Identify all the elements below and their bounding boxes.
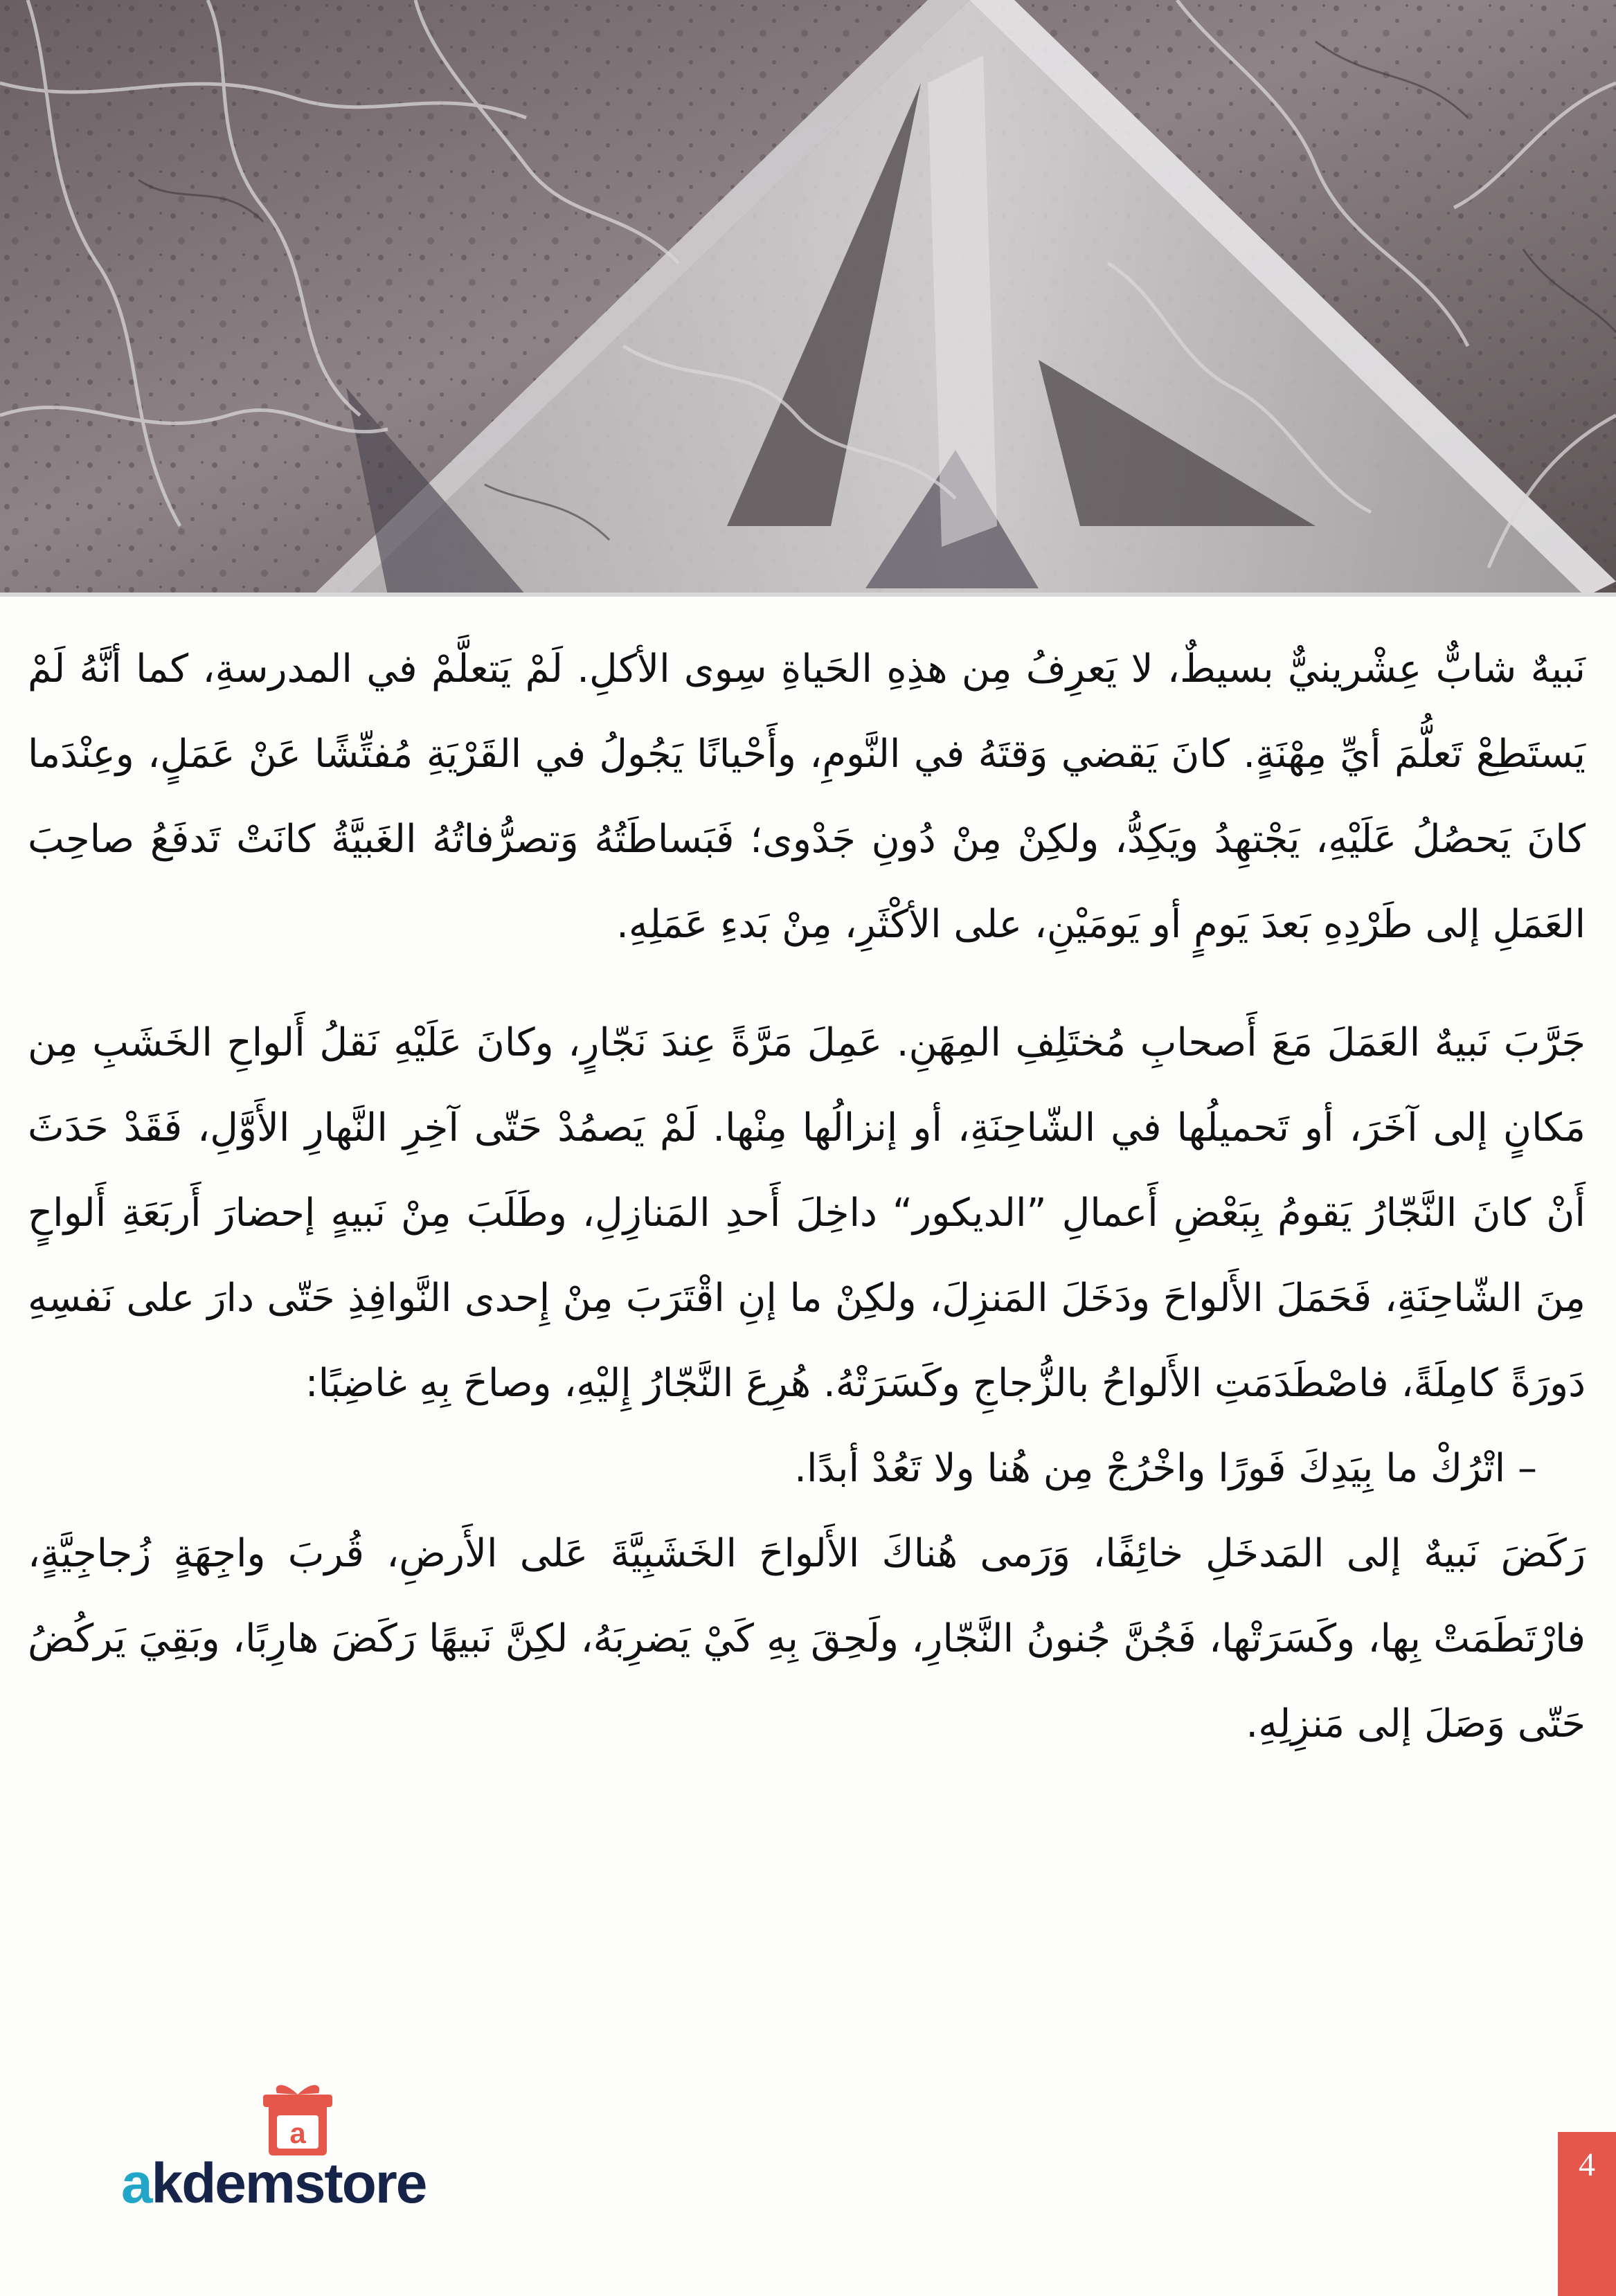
broken-glass-illustration (0, 0, 1616, 597)
logo-icon-letter: a (289, 2117, 306, 2149)
paragraph-1: نَبيهٌ شابٌّ عِشْرينيٌّ بسيطٌ، لا يَعرِفُ مِن هذِهِ الحَياةِ سِوى الأكلِ. لَمْ يَتعلَّمْ في المدرسةِ، كما أنَّهُ لَمْ يَستَطِعْ تَعلُّمَ أيِّ مِهْنَةٍ. كانَ يَقضي وَقتَهُ في النَّومِ، وأَحْيانًا يَجُولُ في القَرْيَةِ مُفتِّشًا عَنْ عَمَلٍ، وعِنْدَما كانَ يَحصُلُ عَلَيْهِ، يَجْتهِدُ ويَكِدُّ، ولكِنْ مِنْ دُونِ جَدْوى؛ فَبَساطَتُهُ وَتصرُّفاتُهُ الغَبيَّةُ كانَتْ تَدفَعُ صاحِبَ العَمَلِ إلى طَرْدِهِ بَعدَ يَومٍ أو يَومَيْنِ، على الأكْثَرِ، مِنْ بَدءِ عَمَلِهِ. (28, 647, 1586, 947)
akdemstore-logo (121, 2077, 481, 2215)
paragraph-2: جَرَّبَ نَبيهٌ العَمَلَ مَعَ أَصحابِ مُختَلِفِ المِهَنِ. عَمِلَ مَرَّةً عِندَ نَجّارٍ، وكانَ عَلَيْهِ نَقلُ أَلواحِ الخَشَبِ مِن مَكانٍ إلى آخَرَ، أو تَحميلُها في الشّاحِنَةِ، أو إنزالُها مِنْها. لَمْ يَصمُدْ حَتّى آخِرِ النَّهارِ الأَوَّلِ، فَقَدْ حَدَثَ أَنْ كانَ النَّجّارُ يَقومُ بِبَعْضِ أَعمالِ ”الديكور“ داخِلَ أَحدِ المَنازِلِ، وطَلَبَ مِنْ نَبيهٍ إحضارَ أَربَعَةِ أَلواحٍ مِنَ الشّاحِنَةِ، فَحَمَلَ الأَلواحَ ودَخَلَ المَنزِلَ، ولكِنْ ما إنِ اقْتَرَبَ مِنْ إِحدى النَّوافِذِ حَتّى دارَ على نَفسِهِ دَورَةً كامِلَةً، فاصْطَدَمَتِ الأَلواحُ بالزُّجاجِ وكَسَرَتْهُ. هُرِعَ النَّجّارُ إِليْهِ، وصاحَ بِهِ غاضِبًا: (28, 1020, 1586, 1406)
header-image (0, 0, 1616, 597)
gift-book-icon (256, 2077, 339, 2160)
page-number: 4 (1579, 2146, 1595, 2183)
story-text (28, 626, 1586, 1766)
logo-wordmark-rest: kdemstore (151, 2152, 427, 2215)
banner-divider (0, 593, 1616, 597)
dialogue-line: – اتْرُكْ ما بِيَدِكَ فَورًا واخْرُجْ مِن هُنا ولا تَعُدْ أبدًا. (794, 1446, 1537, 1491)
logo-wordmark (121, 2153, 481, 2215)
logo-wordmark-initial: a (121, 2152, 152, 2215)
paragraph-3: رَكَضَ نَبيهٌ إلى المَدخَلِ خائِفًا، وَرَمى هُناكَ الأَلواحَ الخَشَبِيَّةَ عَلى الأَرضِ، قُربَ واجِهَةٍ زُجاجِيَّةٍ، فارْتَطَمَتْ بِها، وكَسَرَتْها، فَجُنَّ جُنونُ النَّجّارِ، ولَحِقَ بِهِ كَيْ يَضرِبَهُ، لكِنَّ نَبيهًا رَكَضَ هارِبًا، وبَقِيَ يَركُضُ حَتّى وَصَلَ إلى مَنزِلِهِ. (28, 1531, 1586, 1746)
